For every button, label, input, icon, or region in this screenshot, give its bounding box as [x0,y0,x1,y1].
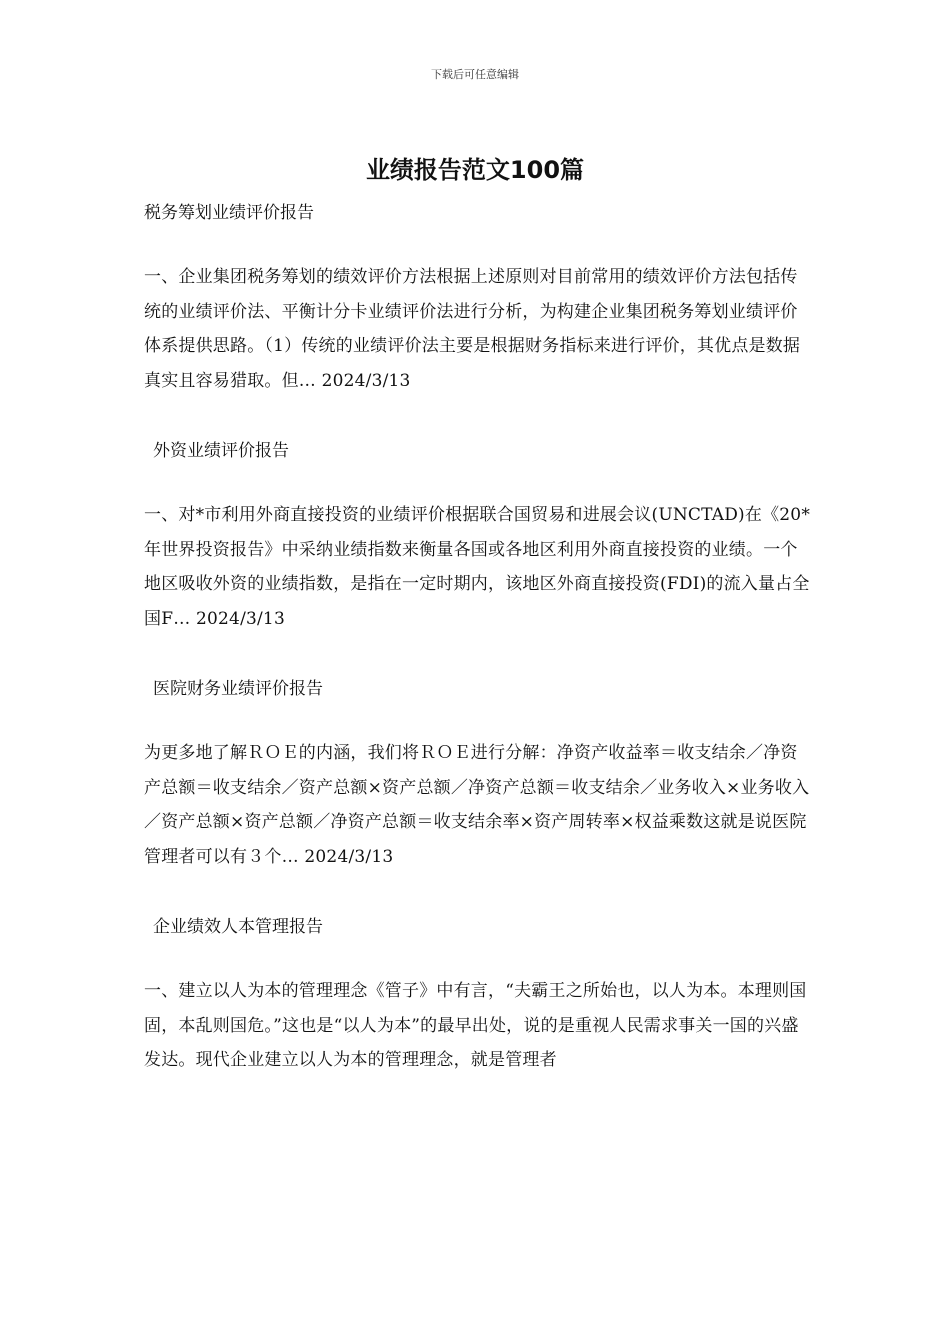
section-body: 一、建立以人为本的管理理念《管子》中有言，“夫霸王之所始也，以人为本。本理则国固，本乱则国危。”这也是“以人为本”的最早出处，说的是重视人民需求事关一国的兴盛发达。现代企业建立以人为本的管理理念，就是管理者 [144,981,807,1070]
section-title: 企业绩效人本管理报告 [153,917,323,937]
section-hospital-finance [144,674,814,874]
section-title: 税务筹划业绩评价报告 [144,203,314,223]
document-title: 业绩报告范文100篇 [365,156,585,184]
section-human-management [144,912,814,1078]
section-body: 一、对*市利用外商直接投资的业绩评价根据联合国贸易和进展会议(UNCTAD)在《20*年世界投资报告》中采纳业绩指数来衡量各国或各地区利用外商直接投资的业绩。一个地区吸收外资的业绩指数，是指在一定时期内，该地区外商直接投资(FDI)的流入量占全国F… 2024/3/13 [144,505,811,629]
section-body: 为更多地了解ＲＯＥ的内涵，我们将ＲＯＥ进行分解：净资产收益率＝收支结余／净资产总额＝收支结余／资产总额×资产总额／净资产总额＝收支结余／业务收入×业务收入／资产总额×资产总额／净资产总额＝收支结余率×资产周转率×权益乘数这就是说医院管理者可以有３个… 2024/3/13 [144,743,810,867]
section-title: 医院财务业绩评价报告 [153,679,323,699]
section-body: 一、企业集团税务筹划的绩效评价方法根据上述原则对目前常用的绩效评价方法包括传统的业绩评价法、平衡计分卡业绩评价法进行分析，为构建企业集团税务筹划业绩评价体系提供思路。（1）传统的业绩评价法主要是根据财务指标来进行评价，其优点是数据真实且容易猎取。但… 2024/3/13 [144,267,801,391]
section-foreign-investment [144,436,814,636]
document-body [144,198,814,1078]
section-tax-planning [144,198,814,398]
page-header-note: 下载后可任意编辑 [431,68,519,81]
section-title: 外资业绩评价报告 [153,441,289,461]
